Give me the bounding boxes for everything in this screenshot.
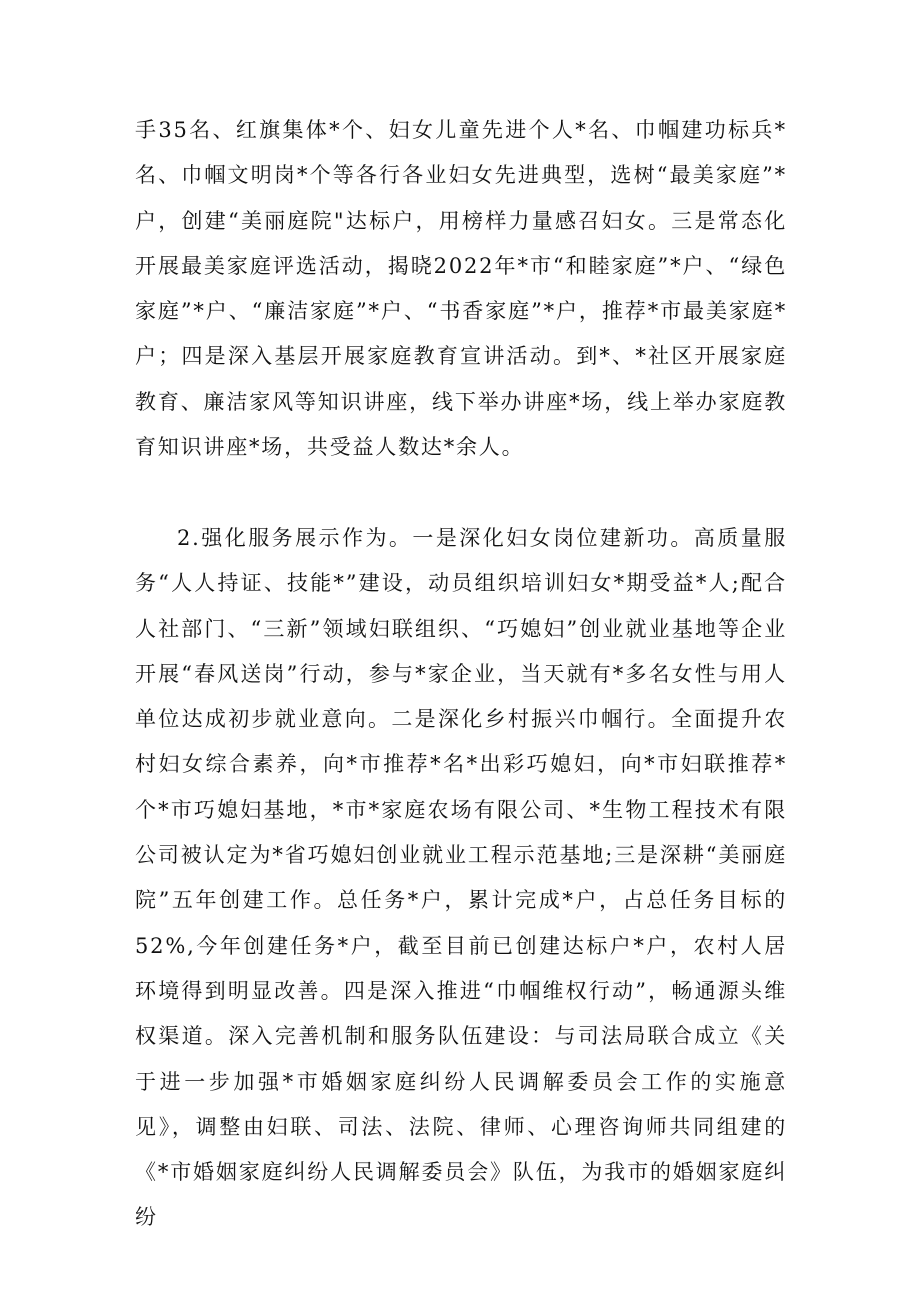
paragraph-1: 手35名、红旗集体*个、妇女儿童先进个人*名、巾帼建功标兵*名、巾帼文明岗*个等各行各业妇女先进典型，选树“最美家庭”*户，创建“美丽庭院"达标户，用榜样力量感召妇女。三是常态化开展最美家庭评选活动，揭晓2022年*市“和睦家庭”*户、“绿色家庭”*户、“廉洁家庭”*户、“书香家庭”*户，推荐*市最美家庭*户；四是深入基层开展家庭教育宣讲活动。到*、*社区开展家庭教育、廉洁家风等知识讲座，线下举办讲座*场，线上举办家庭教育知识讲座*场，共受益人数达*余人。	[135, 118, 787, 460]
paragraph-2: 2.强化服务展示作为。一是深化妇女岗位建新功。高质量服务“人人持证、技能*”建设，动员组织培训妇女*期受益*人;配合人社部门、“三新”领域妇联组织、“巧媳妇”创业就业基地等企业开展“春风送岗”行动，参与*家企业，当天就有*多名女性与用人单位达成初步就业意向。二是深化乡村振兴巾帼行。全面提升农村妇女综合素养，向*市推荐*名*出彩巧媳妇，向*市妇联推荐*个*市巧媳妇基地，*市*家庭农场有限公司、*生物工程技术有限公司被认定为*省巧媳妇创业就业工程示范基地;三是深耕“美丽庭院”五年创建工作。总任务*户，累计完成*户，占总任务目标的52%,今年创建任务*户，截至目前已创建达标户*户，农村人居环境得到明显改善。四是深入推进“巾帼维权行动”，畅通源头维权渠道。深入完善机制和服务队伍建设：与司法局联合成立《关于进一步加强*市婚姻家庭纠纷人民调解委员会工作的实施意见》，调整由妇联、司法、法院、律师、心理咨询师共同组建的《*市婚姻家庭纠纷人民调解委员会》队伍，为我市的婚姻家庭纠纷	[135, 526, 787, 1230]
